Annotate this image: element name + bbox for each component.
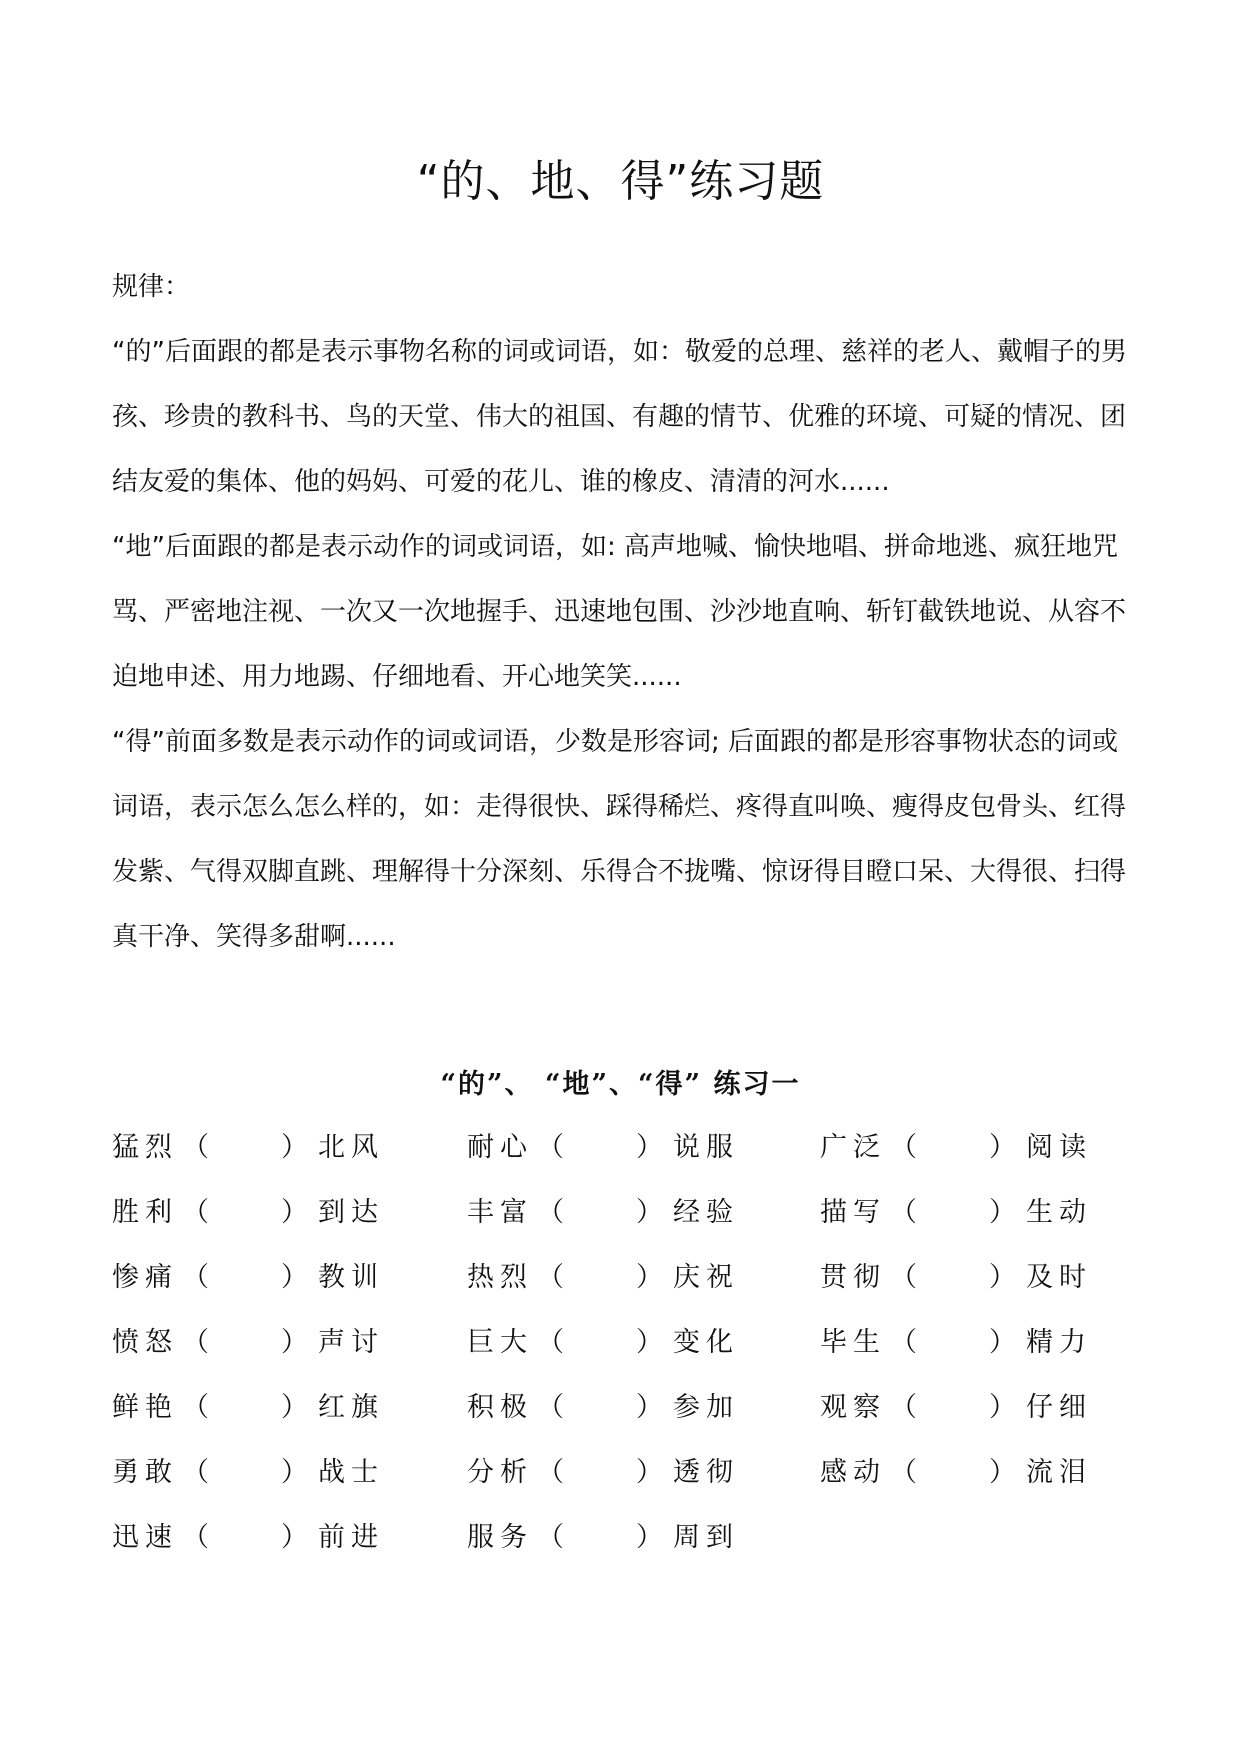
close-paren: ） xyxy=(281,1522,314,1553)
close-paren: ） xyxy=(636,1132,669,1163)
exercise-word-before: 巨大 xyxy=(467,1327,533,1358)
rule-paragraph-de: “的”后面跟的都是表示事物名称的词或词语，如：敬爱的总理、慈祥的老人、戴帽子的男孩、珍贵的教科书、鸟的天堂、伟大的祖国、有趣的情节、优雅的环境、可疑的情况、团结友爱的集体、他的妈妈、可爱的花儿、谁的橡皮、清清的河水...... xyxy=(112,337,1127,497)
exercise-word-before: 描写 xyxy=(820,1197,886,1228)
exercise-item xyxy=(820,1323,1150,1363)
close-paren: ） xyxy=(989,1457,1022,1488)
close-paren: ） xyxy=(636,1262,669,1293)
open-paren: （ xyxy=(182,1327,215,1358)
exercise-word-before: 观察 xyxy=(820,1392,886,1423)
open-paren: （ xyxy=(890,1132,923,1163)
open-paren: （ xyxy=(890,1392,923,1423)
close-paren: ） xyxy=(636,1327,669,1358)
exercise-word-after: 精力 xyxy=(1026,1327,1092,1358)
exercise-word-before: 勇敢 xyxy=(112,1457,178,1488)
exercise-grid xyxy=(112,1128,1142,1583)
close-paren: ） xyxy=(281,1262,314,1293)
open-paren: （ xyxy=(537,1457,570,1488)
open-paren: （ xyxy=(182,1392,215,1423)
exercise-item xyxy=(112,1388,442,1428)
close-paren: ） xyxy=(636,1522,669,1553)
exercise-title: “的”、 “地”、“得” 练习一 xyxy=(440,1069,801,1100)
open-paren: （ xyxy=(182,1522,215,1553)
exercise-word-after: 战士 xyxy=(318,1457,384,1488)
open-paren: （ xyxy=(537,1392,570,1423)
close-paren: ） xyxy=(989,1132,1022,1163)
exercise-word-after: 流泪 xyxy=(1026,1457,1092,1488)
exercise-word-before: 贯彻 xyxy=(820,1262,886,1293)
exercise-word-before: 热烈 xyxy=(467,1262,533,1293)
exercise-word-after: 经验 xyxy=(673,1197,739,1228)
exercise-word-after: 透彻 xyxy=(673,1457,739,1488)
exercise-word-after: 阅读 xyxy=(1026,1132,1092,1163)
exercise-word-after: 周到 xyxy=(673,1522,739,1553)
exercise-item xyxy=(467,1128,797,1168)
exercise-word-before: 感动 xyxy=(820,1457,886,1488)
exercise-word-after: 红旗 xyxy=(318,1392,384,1423)
close-paren: ） xyxy=(989,1197,1022,1228)
exercise-item xyxy=(467,1518,797,1558)
exercise-word-before: 耐心 xyxy=(467,1132,533,1163)
exercise-word-before: 毕生 xyxy=(820,1327,886,1358)
exercise-word-after: 教训 xyxy=(318,1262,384,1293)
close-paren: ） xyxy=(636,1392,669,1423)
exercise-item xyxy=(112,1453,442,1493)
close-paren: ） xyxy=(636,1457,669,1488)
exercise-word-after: 声讨 xyxy=(318,1327,384,1358)
open-paren: （ xyxy=(182,1132,215,1163)
rules-section xyxy=(112,255,1142,970)
close-paren: ） xyxy=(636,1197,669,1228)
open-paren: （ xyxy=(890,1262,923,1293)
open-paren: （ xyxy=(537,1132,570,1163)
open-paren: （ xyxy=(537,1327,570,1358)
exercise-item xyxy=(112,1193,442,1233)
close-paren: ） xyxy=(281,1132,314,1163)
exercise-word-after: 到达 xyxy=(318,1197,384,1228)
exercise-word-before: 广泛 xyxy=(820,1132,886,1163)
open-paren: （ xyxy=(537,1197,570,1228)
exercise-item xyxy=(820,1128,1150,1168)
exercise-item xyxy=(467,1193,797,1233)
close-paren: ） xyxy=(281,1392,314,1423)
exercise-item xyxy=(112,1258,442,1298)
exercise-word-before: 分析 xyxy=(467,1457,533,1488)
open-paren: （ xyxy=(182,1197,215,1228)
exercise-word-before: 猛烈 xyxy=(112,1132,178,1163)
exercise-word-before: 迅速 xyxy=(112,1522,178,1553)
exercise-word-before: 积极 xyxy=(467,1392,533,1423)
exercise-word-before: 服务 xyxy=(467,1522,533,1553)
rule-paragraph-di: “地”后面跟的都是表示动作的词或词语，如: 高声地喊、愉快地唱、拼命地逃、疯狂地咒骂、严密地注视、一次又一次地握手、迅速地包围、沙沙地直响、斩钉截铁地说、从容不迫地申述、用力地踢、仔细地看、开心地笑笑...... xyxy=(112,532,1127,692)
exercise-row xyxy=(112,1453,1142,1518)
open-paren: （ xyxy=(890,1327,923,1358)
close-paren: ） xyxy=(989,1392,1022,1423)
exercise-row xyxy=(112,1258,1142,1323)
exercise-item xyxy=(112,1128,442,1168)
exercise-item xyxy=(820,1193,1150,1233)
exercise-item xyxy=(467,1258,797,1298)
exercise-word-before: 惨痛 xyxy=(112,1262,178,1293)
exercise-word-after: 仔细 xyxy=(1026,1392,1092,1423)
exercise-word-after: 庆祝 xyxy=(673,1262,739,1293)
close-paren: ） xyxy=(989,1327,1022,1358)
exercise-word-after: 及时 xyxy=(1026,1262,1092,1293)
close-paren: ） xyxy=(281,1457,314,1488)
exercise-item xyxy=(467,1323,797,1363)
exercise-word-before: 愤怒 xyxy=(112,1327,178,1358)
exercise-row xyxy=(112,1518,1142,1583)
page-title: “的、地、得”练习题 xyxy=(416,156,825,207)
open-paren: （ xyxy=(890,1197,923,1228)
exercise-word-before: 丰富 xyxy=(467,1197,533,1228)
close-paren: ） xyxy=(281,1197,314,1228)
exercise-word-before: 鲜艳 xyxy=(112,1392,178,1423)
exercise-row xyxy=(112,1193,1142,1258)
exercise-item xyxy=(112,1518,442,1558)
exercise-word-after: 北风 xyxy=(318,1132,384,1163)
open-paren: （ xyxy=(182,1262,215,1293)
exercise-item xyxy=(112,1323,442,1363)
exercise-word-after: 参加 xyxy=(673,1392,739,1423)
close-paren: ） xyxy=(281,1327,314,1358)
exercise-item xyxy=(467,1453,797,1493)
close-paren: ） xyxy=(989,1262,1022,1293)
exercise-item xyxy=(820,1258,1150,1298)
exercise-item xyxy=(820,1388,1150,1428)
exercise-word-before: 胜利 xyxy=(112,1197,178,1228)
open-paren: （ xyxy=(537,1522,570,1553)
open-paren: （ xyxy=(537,1262,570,1293)
exercise-row xyxy=(112,1128,1142,1193)
exercise-row xyxy=(112,1388,1142,1453)
open-paren: （ xyxy=(182,1457,215,1488)
rule-paragraph-dei: “得”前面多数是表示动作的词或词语，少数是形容词; 后面跟的都是形容事物状态的词或词语，表示怎么怎么样的，如：走得很快、踩得稀烂、疼得直叫唤、瘦得皮包骨头、红得发紫、气得双脚直跳、理解得十分深刻、乐得合不拢嘴、惊讶得目瞪口呆、大得很、扫得真干净、笑得多甜啊...... xyxy=(112,727,1127,952)
exercise-item xyxy=(467,1388,797,1428)
exercise-word-after: 前进 xyxy=(318,1522,384,1553)
exercise-item xyxy=(820,1453,1150,1493)
exercise-word-after: 说服 xyxy=(673,1132,739,1163)
rules-heading: 规律： xyxy=(112,272,191,302)
exercise-word-after: 生动 xyxy=(1026,1197,1092,1228)
exercise-row xyxy=(112,1323,1142,1388)
open-paren: （ xyxy=(890,1457,923,1488)
exercise-word-after: 变化 xyxy=(673,1327,739,1358)
